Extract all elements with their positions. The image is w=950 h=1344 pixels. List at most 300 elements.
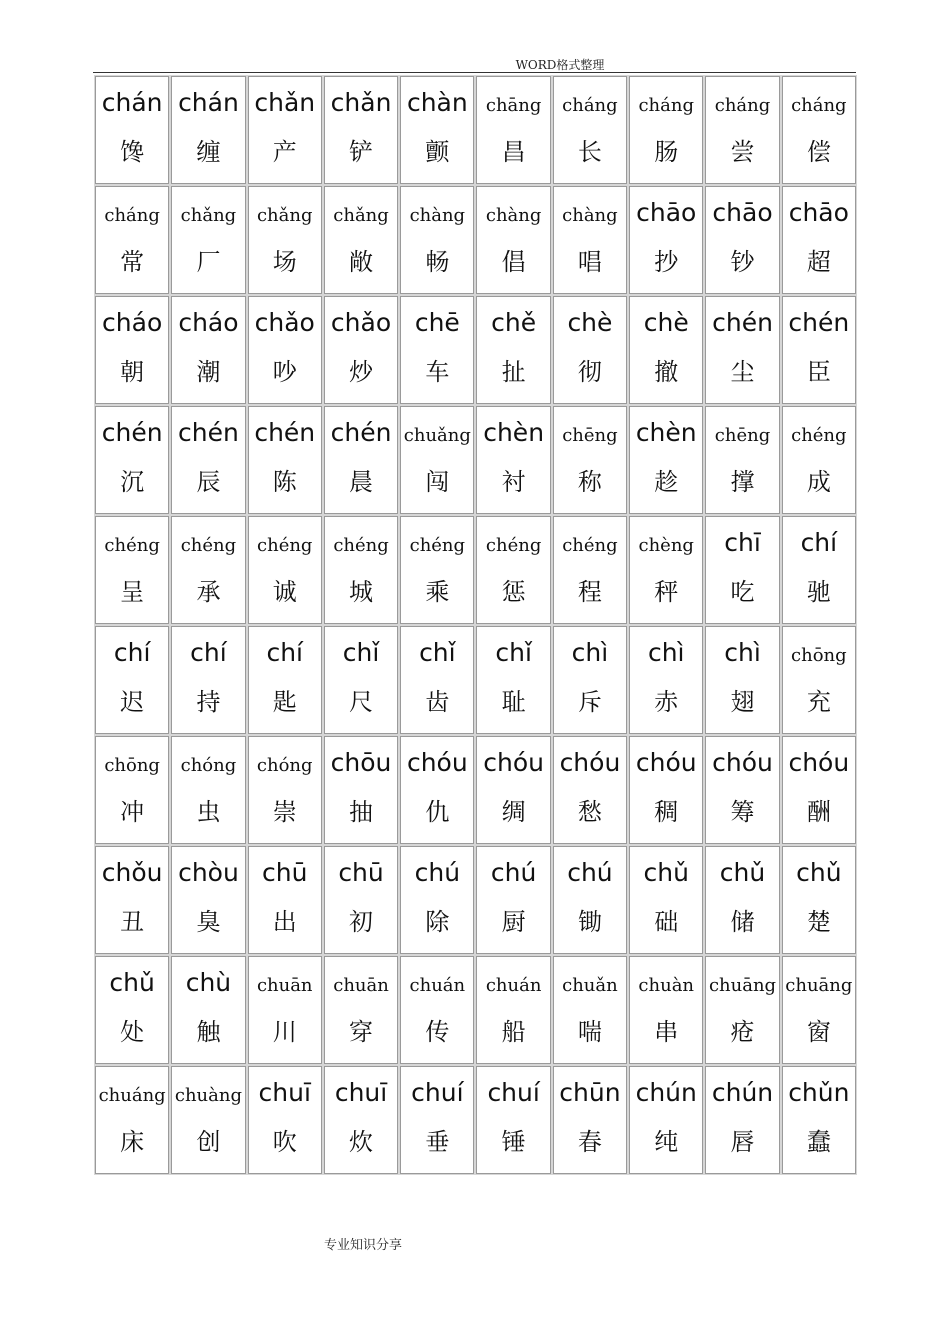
hanzi-character: 耻 [501, 688, 526, 716]
hanzi-character: 串 [654, 1018, 679, 1046]
pinyin-label: chú [414, 858, 461, 887]
pinyin-label: chéng [257, 535, 313, 556]
character-cell [476, 846, 550, 954]
table-row [95, 956, 856, 1064]
hanzi-character: 翅 [730, 688, 755, 716]
character-cell [248, 626, 322, 734]
hanzi-character: 承 [196, 578, 221, 606]
character-cell [95, 516, 169, 624]
character-cell [95, 406, 169, 514]
pinyin-label: chuí [487, 1078, 540, 1107]
pinyin-label: chè [643, 308, 689, 337]
hanzi-character: 持 [196, 688, 221, 716]
character-cell [553, 1066, 627, 1174]
character-cell [171, 516, 245, 624]
hanzi-character: 船 [501, 1018, 526, 1046]
character-cell [171, 406, 245, 514]
character-cell [553, 846, 627, 954]
pinyin-label: chóu [788, 748, 850, 777]
hanzi-character: 垂 [425, 1128, 450, 1156]
character-cell [629, 736, 703, 844]
hanzi-character: 喘 [577, 1018, 602, 1046]
character-cell [705, 516, 779, 624]
character-cell [476, 1066, 550, 1174]
character-cell [629, 76, 703, 184]
character-cell [782, 406, 856, 514]
character-cell [476, 406, 550, 514]
character-cell [324, 1066, 398, 1174]
pinyin-label: cháng [714, 95, 771, 116]
pinyin-label: chǔ [643, 858, 689, 887]
hanzi-character: 衬 [501, 468, 526, 496]
hanzi-character: 床 [120, 1128, 145, 1156]
table-row [95, 736, 856, 844]
pinyin-label: chéng [485, 535, 542, 556]
page-header-title: WORD格式整理 [515, 58, 605, 72]
character-cell [95, 956, 169, 1064]
pinyin-label: chǎo [254, 308, 315, 337]
character-cell [400, 296, 474, 404]
hanzi-character: 缠 [196, 138, 221, 166]
pinyin-label: chèn [635, 418, 697, 447]
hanzi-character: 扯 [501, 358, 526, 386]
hanzi-character: 丑 [120, 908, 145, 936]
table-row [95, 846, 856, 954]
character-cell [476, 956, 550, 1064]
character-cell [400, 736, 474, 844]
hanzi-character: 尘 [730, 358, 755, 386]
hanzi-character: 出 [272, 908, 297, 936]
character-cell [248, 296, 322, 404]
pinyin-label: chāo [712, 198, 773, 227]
character-cell [705, 846, 779, 954]
pinyin-label: chú [567, 858, 613, 887]
character-cell [782, 296, 856, 404]
character-cell [553, 186, 627, 294]
character-cell [629, 296, 703, 404]
character-cell [248, 186, 322, 294]
pinyin-label: chuān [333, 975, 389, 996]
character-cell [248, 956, 322, 1064]
hanzi-character: 馋 [120, 138, 145, 166]
pinyin-label: chǎng [333, 205, 389, 226]
hanzi-character: 超 [806, 248, 831, 276]
character-cell [95, 846, 169, 954]
pinyin-label: chuáng [98, 1085, 166, 1106]
hanzi-character: 吃 [730, 578, 755, 606]
character-cell [400, 626, 474, 734]
hanzi-character: 朝 [120, 358, 145, 386]
hanzi-character: 颤 [425, 138, 450, 166]
pinyin-label: chǎo [330, 308, 392, 337]
hanzi-character: 炊 [349, 1128, 374, 1156]
character-cell [705, 406, 779, 514]
hanzi-character: 沉 [120, 468, 145, 496]
character-cell [476, 736, 550, 844]
character-cell [629, 626, 703, 734]
pinyin-label: chǎn [254, 88, 316, 117]
pinyin-label: chǔ [719, 858, 766, 887]
pinyin-label: chòu [178, 858, 239, 887]
hanzi-character: 锤 [501, 1128, 526, 1156]
character-cell [171, 186, 245, 294]
character-cell [400, 516, 474, 624]
hanzi-character: 臭 [196, 908, 221, 936]
hanzi-character: 齿 [425, 688, 450, 716]
character-cell [629, 516, 703, 624]
hanzi-character: 吵 [272, 358, 297, 386]
pinyin-label: chōu [330, 748, 392, 777]
pinyin-label: chú [490, 858, 537, 887]
pinyin-label: chuǎng [403, 425, 471, 446]
pinyin-label: chǐ [342, 638, 380, 667]
hanzi-character: 充 [806, 688, 831, 716]
character-cell [324, 956, 398, 1064]
character-cell [476, 186, 550, 294]
character-cell [248, 846, 322, 954]
hanzi-character: 铲 [349, 138, 374, 166]
hanzi-character: 惩 [501, 578, 526, 606]
hanzi-character: 潮 [196, 358, 221, 386]
hanzi-character: 传 [425, 1018, 450, 1046]
character-cell [324, 406, 398, 514]
character-cell [248, 406, 322, 514]
character-cell [476, 626, 550, 734]
pinyin-label: chí [800, 528, 838, 557]
hanzi-character: 酬 [806, 798, 831, 826]
pinyin-label: chōng [791, 645, 847, 666]
character-cell [95, 296, 169, 404]
pinyin-label: chēng [714, 425, 771, 446]
character-cell [782, 626, 856, 734]
pinyin-label: chǒu [101, 858, 163, 887]
character-cell [705, 76, 779, 184]
pinyin-label: chén [178, 418, 239, 447]
pinyin-label: chén [101, 418, 163, 447]
character-cell [782, 956, 856, 1064]
pinyin-label: cháng [638, 95, 694, 116]
hanzi-character: 创 [196, 1128, 221, 1156]
hanzi-character: 闯 [425, 468, 450, 496]
page-footer-text: 专业知识分享 [324, 1238, 403, 1253]
table-row [95, 516, 856, 624]
hanzi-character: 尺 [349, 688, 374, 716]
character-cell [705, 956, 779, 1064]
pinyin-label: chèng [638, 535, 694, 556]
hanzi-character: 炒 [349, 358, 374, 386]
pinyin-label: chǔ [109, 968, 155, 997]
hanzi-character: 城 [349, 578, 374, 606]
hanzi-character: 撑 [730, 468, 755, 496]
pinyin-label: chóu [635, 748, 697, 777]
hanzi-character: 筹 [730, 798, 755, 826]
hanzi-character: 呈 [120, 578, 145, 606]
hanzi-character: 稠 [654, 798, 679, 826]
character-cell [629, 956, 703, 1064]
pinyin-label: chē [414, 308, 460, 337]
hanzi-character: 春 [577, 1128, 602, 1156]
character-cell [324, 296, 398, 404]
character-cell [782, 1066, 856, 1174]
hanzi-character: 仇 [425, 798, 450, 826]
pinyin-label: chí [266, 638, 304, 667]
pinyin-label: chù [185, 968, 232, 997]
character-cell [400, 956, 474, 1064]
character-cell [705, 626, 779, 734]
pinyin-label: chán [178, 88, 239, 117]
hanzi-character: 抽 [349, 798, 374, 826]
pinyin-label: cháng [104, 205, 160, 226]
character-cell [476, 516, 550, 624]
hanzi-character: 储 [730, 908, 755, 936]
hanzi-character: 厨 [501, 908, 526, 936]
hanzi-character: 初 [349, 908, 374, 936]
hanzi-character: 敞 [349, 248, 374, 276]
hanzi-character: 唇 [730, 1128, 755, 1156]
pinyin-label: chéng [104, 535, 160, 556]
hanzi-character: 虫 [196, 798, 221, 826]
pinyin-label: chèn [483, 418, 545, 447]
character-cell [476, 296, 550, 404]
pinyin-label: chè [567, 308, 613, 337]
pinyin-label: chūn [559, 1078, 621, 1107]
hanzi-character: 场 [272, 248, 297, 276]
hanzi-character: 辰 [196, 468, 221, 496]
hanzi-character: 彻 [577, 358, 602, 386]
character-cell [629, 846, 703, 954]
character-cell [248, 516, 322, 624]
character-cell [324, 516, 398, 624]
pinyin-label: chéng [333, 535, 389, 556]
hanzi-character: 抄 [654, 248, 679, 276]
pinyin-character-table [93, 74, 858, 1176]
pinyin-label: chóu [483, 748, 544, 777]
character-cell [400, 76, 474, 184]
hanzi-character: 晨 [349, 468, 374, 496]
hanzi-character: 长 [577, 138, 602, 166]
character-cell [95, 186, 169, 294]
character-cell [324, 626, 398, 734]
character-cell [782, 186, 856, 294]
character-cell [782, 516, 856, 624]
pinyin-label: cháng [562, 95, 618, 116]
hanzi-character: 程 [577, 578, 602, 606]
hanzi-character: 称 [577, 468, 602, 496]
hanzi-character: 尝 [730, 138, 755, 166]
hanzi-character: 处 [120, 1018, 145, 1046]
character-cell [629, 186, 703, 294]
hanzi-character: 产 [272, 138, 297, 166]
hanzi-character: 撤 [654, 358, 679, 386]
character-cell [95, 1066, 169, 1174]
character-cell [553, 516, 627, 624]
character-cell [400, 186, 474, 294]
pinyin-label: chéng [409, 535, 466, 556]
pinyin-label: chéng [562, 535, 618, 556]
hanzi-character: 陈 [272, 468, 297, 496]
character-cell [705, 186, 779, 294]
character-cell [629, 406, 703, 514]
hanzi-character: 除 [425, 908, 450, 936]
character-cell [324, 186, 398, 294]
character-cell [171, 1066, 245, 1174]
character-cell [705, 296, 779, 404]
pinyin-label: chàn [406, 88, 468, 117]
hanzi-character: 唱 [577, 248, 602, 276]
pinyin-label: chuāng [785, 975, 853, 996]
pinyin-label: chóu [406, 748, 468, 777]
hanzi-character: 川 [272, 1018, 297, 1046]
hanzi-character: 穿 [349, 1018, 374, 1046]
pinyin-label: chàng [409, 205, 466, 226]
pinyin-label: chún [635, 1078, 697, 1107]
hanzi-character: 纯 [654, 1128, 679, 1156]
character-cell [324, 846, 398, 954]
pinyin-label: chuī [258, 1078, 311, 1107]
hanzi-character: 绸 [501, 798, 526, 826]
hanzi-character: 础 [654, 908, 679, 936]
character-cell [324, 736, 398, 844]
hanzi-character: 肠 [654, 138, 679, 166]
pinyin-label: chǎng [180, 205, 237, 226]
character-cell [171, 956, 245, 1064]
table-row [95, 296, 856, 404]
hanzi-character: 厂 [196, 248, 221, 276]
hanzi-character: 锄 [577, 908, 602, 936]
character-cell [95, 736, 169, 844]
pinyin-label: chún [711, 1078, 774, 1107]
table-row [95, 1066, 856, 1174]
character-cell [171, 626, 245, 734]
character-cell [782, 76, 856, 184]
character-cell [553, 736, 627, 844]
character-cell [171, 296, 245, 404]
character-cell [553, 296, 627, 404]
hanzi-character: 偿 [806, 138, 831, 166]
table-row [95, 76, 856, 184]
hanzi-character: 车 [425, 358, 450, 386]
header-divider [93, 72, 856, 73]
hanzi-character: 吹 [272, 1128, 297, 1156]
hanzi-character: 驰 [806, 578, 831, 606]
pinyin-label: chāng [485, 95, 542, 116]
character-cell [400, 846, 474, 954]
pinyin-label: chóng [256, 755, 313, 776]
hanzi-character: 乘 [425, 578, 450, 606]
table-row [95, 626, 856, 734]
pinyin-label: chū [338, 858, 384, 887]
pinyin-label: chuí [411, 1078, 464, 1107]
pinyin-label: chǎn [330, 88, 392, 117]
pinyin-label: chóu [559, 748, 621, 777]
hanzi-character: 匙 [272, 688, 297, 716]
pinyin-label: chóu [712, 748, 773, 777]
pinyin-label: chāo [788, 198, 849, 227]
pinyin-label: cháo [178, 308, 239, 337]
hanzi-character: 触 [196, 1018, 221, 1046]
pinyin-label: chì [647, 638, 685, 667]
hanzi-character: 蠢 [806, 1128, 831, 1156]
pinyin-label: chí [190, 638, 227, 667]
pinyin-label: chuǎn [562, 975, 618, 996]
pinyin-label: chōng [104, 755, 160, 776]
character-cell [553, 76, 627, 184]
pinyin-label: chén [330, 418, 392, 447]
pinyin-label: chǐ [419, 638, 456, 667]
hanzi-character: 冲 [120, 798, 145, 826]
pinyin-label: chǔn [788, 1078, 850, 1107]
character-cell [171, 736, 245, 844]
hanzi-character: 疮 [730, 1018, 755, 1046]
character-cell [553, 956, 627, 1064]
pinyin-label: chì [571, 638, 609, 667]
pinyin-label: chǔ [796, 858, 842, 887]
pinyin-label: chán [101, 88, 163, 117]
pinyin-label: chàng [485, 205, 542, 226]
hanzi-character: 楚 [806, 908, 831, 936]
pinyin-label: chàng [562, 205, 618, 226]
character-cell [629, 1066, 703, 1174]
hanzi-character: 愁 [577, 798, 602, 826]
hanzi-character: 诚 [272, 578, 297, 606]
character-cell [171, 76, 245, 184]
pinyin-label: cháng [791, 95, 847, 116]
pinyin-label: chuàng [174, 1085, 242, 1106]
hanzi-character: 钞 [730, 248, 755, 276]
character-cell [95, 626, 169, 734]
pinyin-label: chí [113, 638, 151, 667]
pinyin-label: chéng [791, 425, 847, 446]
character-cell [476, 76, 550, 184]
hanzi-character: 赤 [654, 688, 679, 716]
hanzi-character: 臣 [806, 358, 831, 386]
hanzi-character: 迟 [120, 688, 145, 716]
character-cell [171, 846, 245, 954]
hanzi-character: 崇 [272, 798, 297, 826]
pinyin-label: chī [724, 528, 761, 557]
pinyin-label: chǎng [256, 205, 313, 226]
pinyin-label: chéng [180, 535, 237, 556]
hanzi-character: 斥 [577, 688, 602, 716]
character-cell [705, 1066, 779, 1174]
pinyin-label: chì [724, 638, 761, 667]
pinyin-label: chén [788, 308, 850, 337]
hanzi-character: 成 [806, 468, 831, 496]
pinyin-label: chuán [409, 975, 466, 996]
pinyin-label: cháo [102, 308, 163, 337]
pinyin-label: chuī [334, 1078, 388, 1107]
pinyin-label: chāo [636, 198, 697, 227]
table-row [95, 406, 856, 514]
character-cell [553, 626, 627, 734]
hanzi-character: 趁 [654, 468, 679, 496]
table-row [95, 186, 856, 294]
character-cell [400, 406, 474, 514]
hanzi-character: 畅 [425, 248, 450, 276]
character-cell [553, 406, 627, 514]
hanzi-character: 常 [120, 248, 145, 276]
hanzi-character: 倡 [501, 248, 526, 276]
pinyin-label: chóng [180, 755, 237, 776]
pinyin-label: chén [254, 418, 316, 447]
character-cell [248, 76, 322, 184]
character-cell [782, 846, 856, 954]
hanzi-character: 窗 [806, 1018, 831, 1046]
character-cell [248, 1066, 322, 1174]
character-cell [400, 1066, 474, 1174]
pinyin-label: chuān [256, 975, 313, 996]
character-cell [95, 76, 169, 184]
